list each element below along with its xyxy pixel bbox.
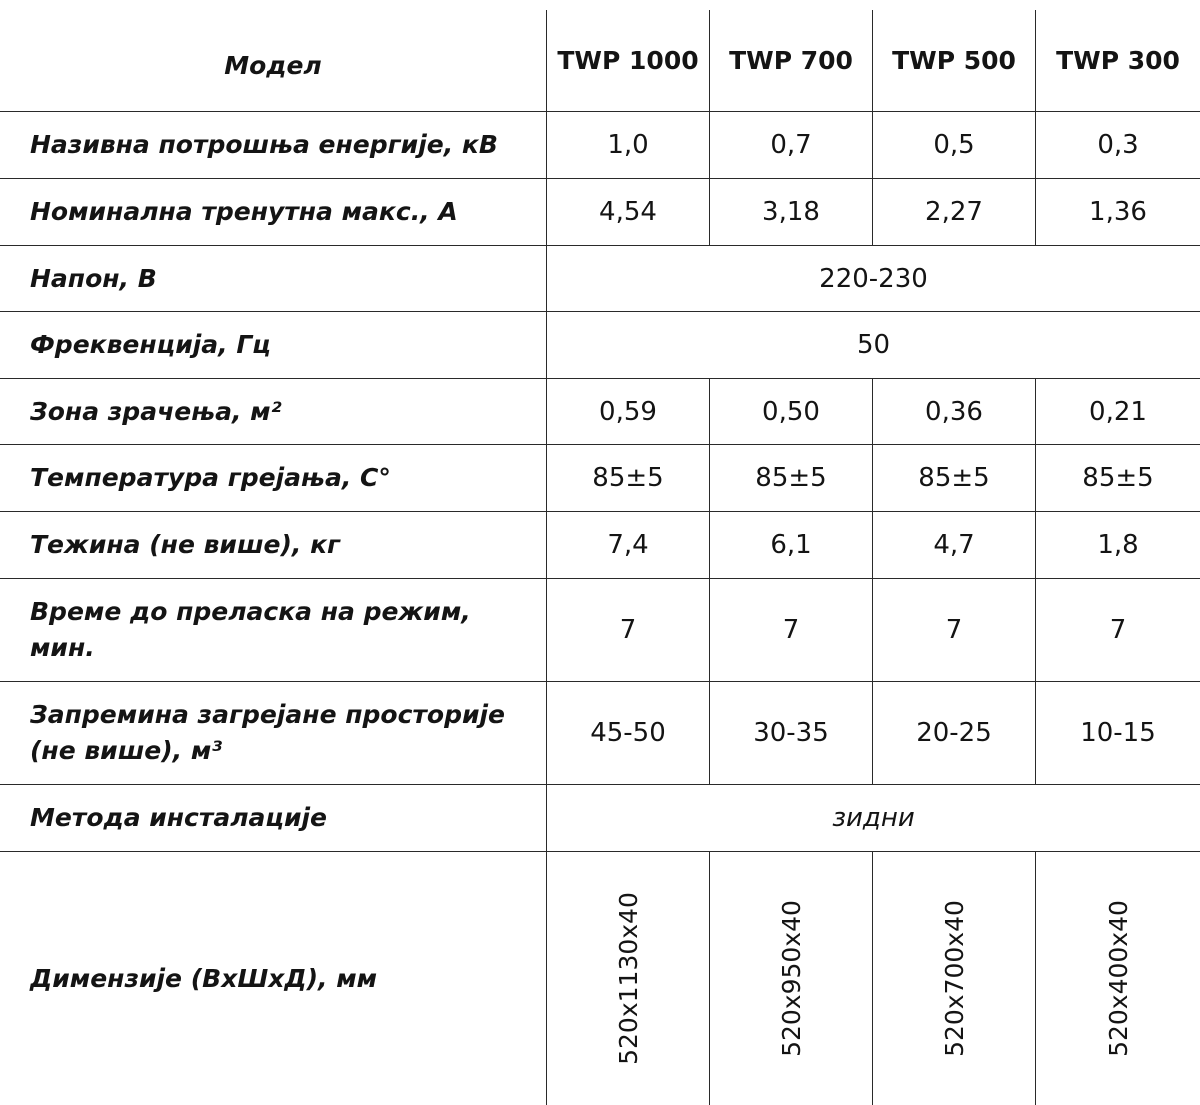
row-label-warmup: Време до преласка на режим, мин. — [30, 597, 471, 662]
value-cell-merged: 220-230 — [819, 263, 928, 294]
value-cell-merged: зидни — [832, 803, 915, 833]
row-label-dimensions: Димензије (ВхШхД), мм — [30, 963, 378, 993]
row-label-temperature: Температура грејања, С° — [30, 463, 391, 492]
row-label-install: Метода инсталације — [30, 803, 327, 832]
value-cell: 4,7 — [933, 530, 975, 560]
value-cell: 0,50 — [762, 396, 820, 427]
value-cell: 0,59 — [599, 396, 657, 427]
value-cell: 20-25 — [916, 718, 992, 748]
dimension-cell — [873, 852, 1035, 1105]
value-cell: 0,21 — [1089, 396, 1147, 427]
dimension-cell — [547, 852, 709, 1105]
value-cell: 7 — [782, 615, 800, 645]
model-header-twp300: TWP 300 — [1056, 46, 1180, 75]
value-cell: 2,27 — [925, 197, 983, 227]
value-cell: 1,36 — [1089, 197, 1147, 227]
value-cell: 45-50 — [590, 718, 666, 748]
value-cell: 0,7 — [770, 130, 812, 160]
value-cell: 85±5 — [755, 463, 827, 493]
value-cell: 0,5 — [933, 130, 975, 160]
dimension-value: 520х1130х40 — [613, 892, 643, 1065]
value-cell: 30-35 — [753, 718, 829, 748]
dimension-value: 520х700х40 — [939, 900, 969, 1057]
model-header-label: Модел — [224, 51, 322, 80]
dimension-value: 520х400х40 — [1103, 900, 1133, 1057]
row-label-current: Номинална тренутна макс., А — [30, 197, 458, 226]
value-cell: 1,0 — [607, 130, 649, 160]
value-cell: 0,3 — [1097, 130, 1139, 160]
dimension-cell — [1036, 852, 1200, 1105]
value-cell: 85±5 — [918, 463, 990, 493]
value-cell: 6,1 — [770, 530, 812, 560]
model-header-twp500: TWP 500 — [892, 46, 1016, 75]
model-header-twp700: TWP 700 — [729, 46, 853, 75]
value-cell: 4,54 — [599, 197, 657, 227]
row-label-volume: Запремина загрејане просторије (не више), м³ — [30, 700, 505, 765]
row-label-radiation: Зона зрачења, м² — [30, 396, 282, 426]
row-label-frequency: Фреквенција, Гц — [30, 330, 271, 359]
value-cell: 7,4 — [607, 530, 649, 560]
row-label-weight: Тежина (не више), кг — [30, 530, 341, 559]
row-label-power: Називна потрошња енергије, кВ — [30, 130, 498, 159]
value-cell: 85±5 — [592, 463, 664, 493]
value-cell: 7 — [1109, 615, 1127, 645]
dimension-value: 520х950х40 — [776, 900, 806, 1057]
value-cell: 0,36 — [925, 396, 983, 427]
value-cell: 1,8 — [1097, 530, 1139, 560]
row-label-voltage: Напон, В — [30, 263, 157, 293]
value-cell-merged: 50 — [856, 330, 891, 360]
value-cell: 10-15 — [1080, 718, 1156, 748]
model-header-twp1000: TWP 1000 — [557, 46, 699, 75]
value-cell: 7 — [619, 615, 637, 645]
value-cell: 3,18 — [762, 197, 820, 227]
dimension-cell — [710, 852, 872, 1105]
value-cell: 85±5 — [1082, 463, 1154, 493]
value-cell: 7 — [945, 615, 963, 645]
